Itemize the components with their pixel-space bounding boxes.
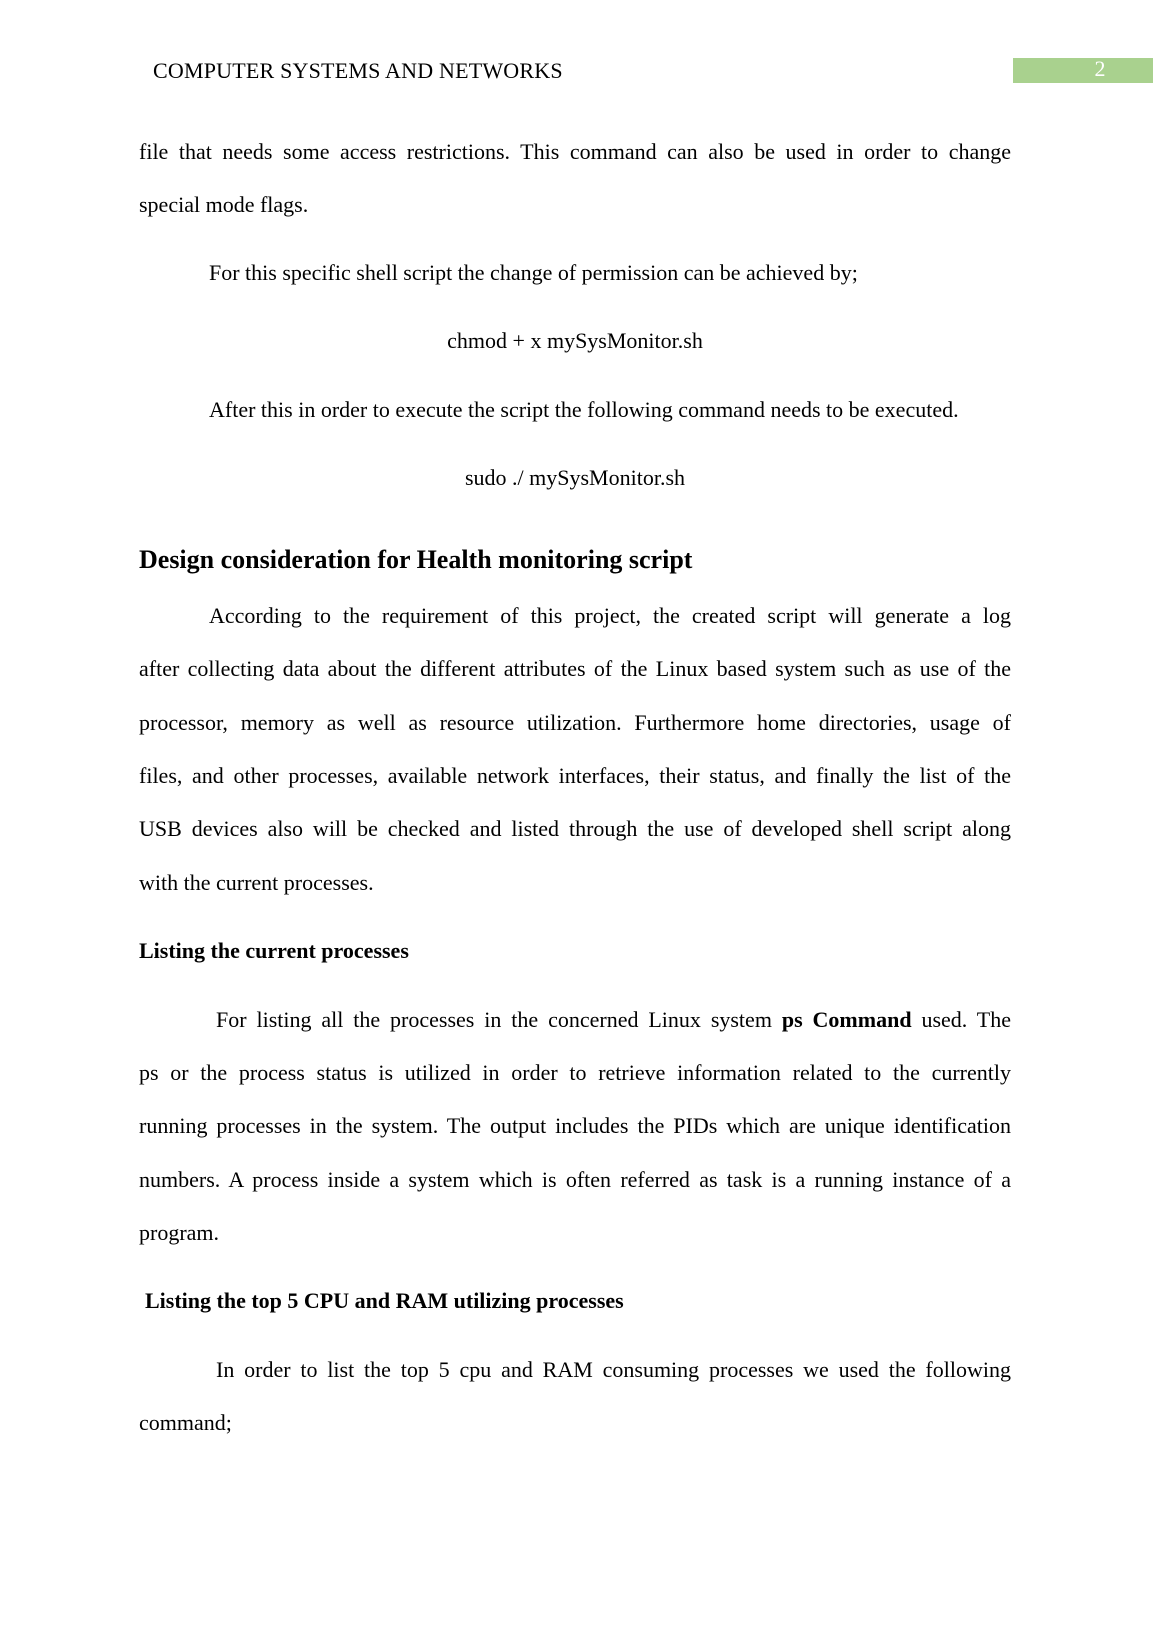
command-chmod: chmod + x mySysMonitor.sh: [447, 328, 703, 353]
command-sudo: sudo ./ mySysMonitor.sh: [464, 465, 686, 490]
running-header-title: COMPUTER SYSTEMS AND NETWORKS: [153, 58, 563, 83]
page-number-badge: [1013, 58, 1153, 83]
paragraph-line: file that needs some access restrictions. This command can also be used in order to change: [139, 139, 1011, 164]
paragraph-line: command;: [139, 1410, 232, 1435]
subheading-listing-processes: Listing the current processes: [139, 938, 409, 963]
ps-command-emphasis: ps Command: [781, 1007, 912, 1032]
paragraph-line: After this in order to execute the script the following command needs to be executed.: [209, 397, 959, 422]
paragraph-line: special mode flags.: [139, 192, 309, 217]
paragraph-line: For this specific shell script the change of permission can be achieved by;: [209, 260, 858, 285]
paragraph-line: running processes in the system. The output includes the PIDs which are unique identification: [139, 1113, 1011, 1138]
paragraph-line: after collecting data about the different attributes of the Linux based system such as use of the: [139, 656, 1011, 681]
paragraph-line: According to the requirement of this project, the created script will generate a log: [209, 603, 1011, 628]
paragraph-line: [139, 1005, 1011, 1035]
paragraph-line: program.: [139, 1220, 220, 1245]
paragraph-line: ps or the process status is utilized in order to retrieve information related to the currently: [139, 1060, 1011, 1085]
paragraph-line: In order to list the top 5 cpu and RAM consuming processes we used the following: [216, 1357, 1011, 1382]
paragraph-line: numbers. A process inside a system which is often referred as task is a running instance of a: [139, 1167, 1011, 1192]
paragraph-line: with the current processes.: [139, 870, 374, 895]
subheading-top5-processes: Listing the top 5 CPU and RAM utilizing processes: [145, 1288, 624, 1313]
paragraph-text: For listing all the processes in the concerned Linux system: [216, 1007, 772, 1032]
page-number: 2: [1094, 56, 1106, 81]
paragraph-text: used. The: [921, 1007, 1012, 1032]
paragraph-line: processor, memory as well as resource utilization. Furthermore home directories, usage of: [139, 710, 1011, 735]
section-heading-design: Design consideration for Health monitoring script: [139, 545, 693, 574]
paragraph-line: USB devices also will be checked and listed through the use of developed shell script along: [139, 816, 1011, 841]
paragraph-line: files, and other processes, available network interfaces, their status, and finally the list of the: [139, 763, 1011, 788]
